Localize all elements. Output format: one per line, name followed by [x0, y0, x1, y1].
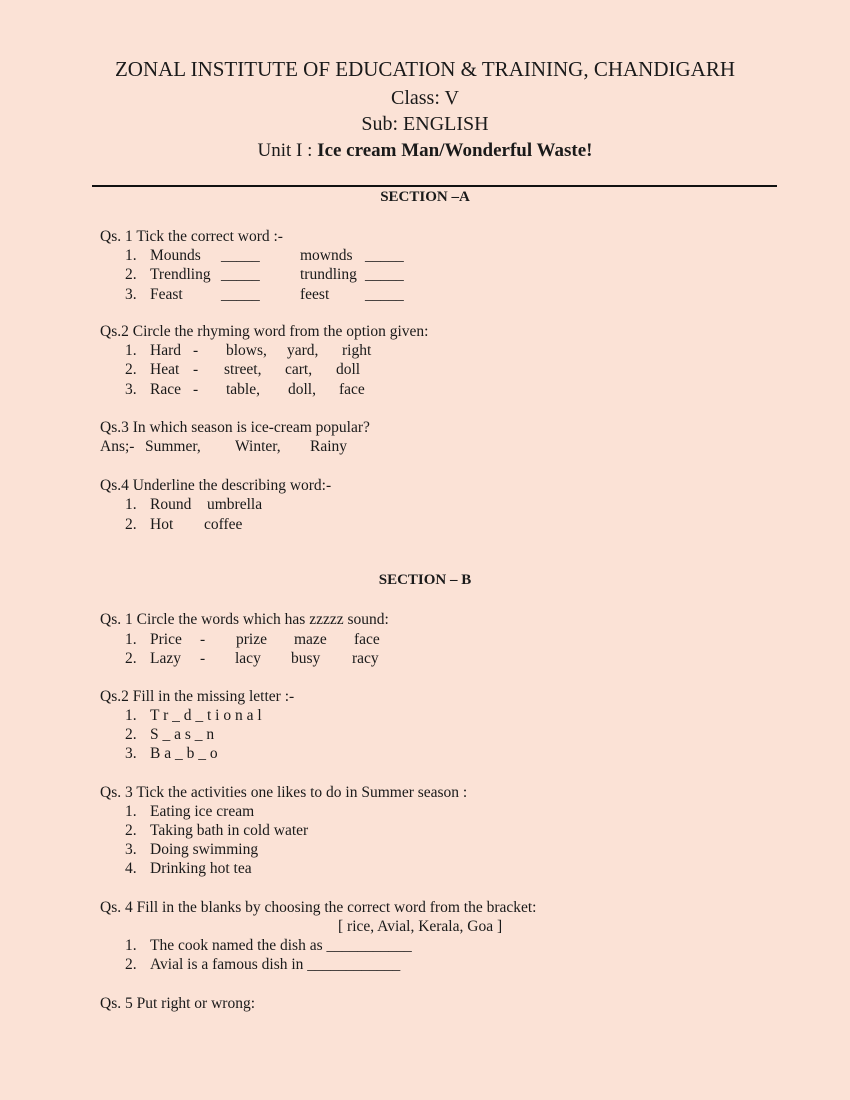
item-number: 2.	[125, 266, 137, 283]
item-text: _____	[221, 266, 260, 283]
question-text: Qs.2 Fill in the missing letter :-	[100, 688, 295, 705]
item-number: 3.	[125, 286, 137, 303]
item-text: lacy	[235, 650, 261, 667]
item-text: S _ a s _ n	[150, 726, 215, 743]
item-text: face	[354, 631, 380, 648]
question-text: Qs. 3 Tick the activities one likes to do in Summer season :	[100, 784, 468, 801]
subject-label: Sub: ENGLISH	[361, 113, 489, 135]
item-number: 2.	[125, 822, 137, 839]
unit-title	[0, 140, 850, 162]
item-text: racy	[352, 650, 379, 667]
item-text: -	[193, 381, 199, 398]
question-text: Qs. 5 Put right or wrong:	[100, 995, 255, 1012]
item-text: Price	[150, 631, 182, 648]
item-text: Heat	[150, 361, 180, 378]
item-text: _____	[365, 247, 404, 264]
item-text: Hard	[150, 342, 181, 359]
word-bank: [ rice, Avial, Kerala, Goa ]	[338, 918, 503, 935]
item-number: 2.	[125, 361, 137, 378]
item-text: right	[342, 342, 372, 359]
item-number: 1.	[125, 707, 137, 724]
item-text: Taking bath in cold water	[150, 822, 309, 839]
item-text: B a _ b _ o	[150, 745, 218, 762]
item-text: feest	[300, 286, 330, 303]
class-label: Class: V	[391, 87, 459, 109]
item-text: Mounds	[150, 247, 201, 264]
item-number: 1.	[125, 496, 137, 513]
item-text: Eating ice cream	[150, 803, 255, 820]
item-text: mownds	[300, 247, 353, 264]
item-text: Feast	[150, 286, 183, 303]
unit-name: Ice cream Man/Wonderful Waste!	[317, 140, 593, 161]
item-text: doll,	[288, 381, 316, 398]
item-text: _____	[365, 286, 404, 303]
item-text: maze	[294, 631, 327, 648]
question-text: Qs. 1 Tick the correct word :-	[100, 228, 283, 245]
item-text: The cook named the dish as ___________	[150, 937, 412, 954]
item-text: -	[193, 361, 199, 378]
item-text: _____	[221, 247, 260, 264]
item-text: _____	[221, 286, 260, 303]
unit-prefix: Unit I :	[257, 140, 318, 161]
item-number: 3.	[125, 841, 137, 858]
item-text: -	[200, 631, 206, 648]
item-text: Avial is a famous dish in ____________	[150, 956, 401, 973]
item-number: 2.	[125, 726, 137, 743]
item-number: 1.	[125, 937, 137, 954]
item-number: 1.	[125, 247, 137, 264]
header-divider	[92, 185, 777, 187]
item-text: T r _ d _ t i o n a l	[150, 707, 262, 724]
item-text: Round	[150, 496, 192, 513]
item-number: 4.	[125, 860, 137, 877]
item-text: yard,	[287, 342, 319, 359]
question-text: Qs. 4 Fill in the blanks by choosing the correct word from the bracket:	[100, 899, 537, 916]
item-number: 2.	[125, 956, 137, 973]
item-text: street,	[224, 361, 262, 378]
item-text: Summer,	[145, 438, 201, 455]
question-text: Qs. 1 Circle the words which has zzzzz sound:	[100, 611, 389, 628]
institute-title: ZONAL INSTITUTE OF EDUCATION & TRAINING, CHANDIGARH	[114, 57, 736, 81]
question-text: Qs.3 In which season is ice-cream popular?	[100, 419, 370, 436]
section-b-title: SECTION – B	[378, 572, 472, 588]
item-number: 1.	[125, 631, 137, 648]
item-text: -	[193, 342, 199, 359]
item-number: 1.	[125, 803, 137, 820]
item-text: Ans;-	[100, 438, 135, 455]
item-text: Rainy	[310, 438, 348, 455]
item-number: 3.	[125, 745, 137, 762]
item-text: Hot	[150, 516, 174, 533]
item-text: Drinking hot tea	[150, 860, 252, 877]
item-text: trundling	[300, 266, 357, 283]
item-text: prize	[236, 631, 267, 648]
item-text: Winter,	[235, 438, 281, 455]
item-text: _____	[365, 266, 404, 283]
item-text: -	[200, 650, 206, 667]
question-text: Qs.2 Circle the rhyming word from the option given:	[100, 323, 429, 340]
item-text: blows,	[226, 342, 267, 359]
item-number: 1.	[125, 342, 137, 359]
item-number: 2.	[125, 650, 137, 667]
item-text: Race	[150, 381, 181, 398]
item-number: 3.	[125, 381, 137, 398]
item-text: coffee	[204, 516, 243, 533]
item-text: doll	[336, 361, 361, 378]
item-text: Doing swimming	[150, 841, 259, 858]
item-text: cart,	[285, 361, 313, 378]
item-text: umbrella	[207, 496, 263, 513]
item-text: Lazy	[150, 650, 181, 667]
item-text: busy	[291, 650, 321, 667]
item-text: face	[339, 381, 365, 398]
item-text: table,	[226, 381, 260, 398]
item-number: 2.	[125, 516, 137, 533]
section-a-title: SECTION –A	[380, 189, 470, 205]
question-text: Qs.4 Underline the describing word:-	[100, 477, 332, 494]
item-text: Trendling	[150, 266, 211, 283]
